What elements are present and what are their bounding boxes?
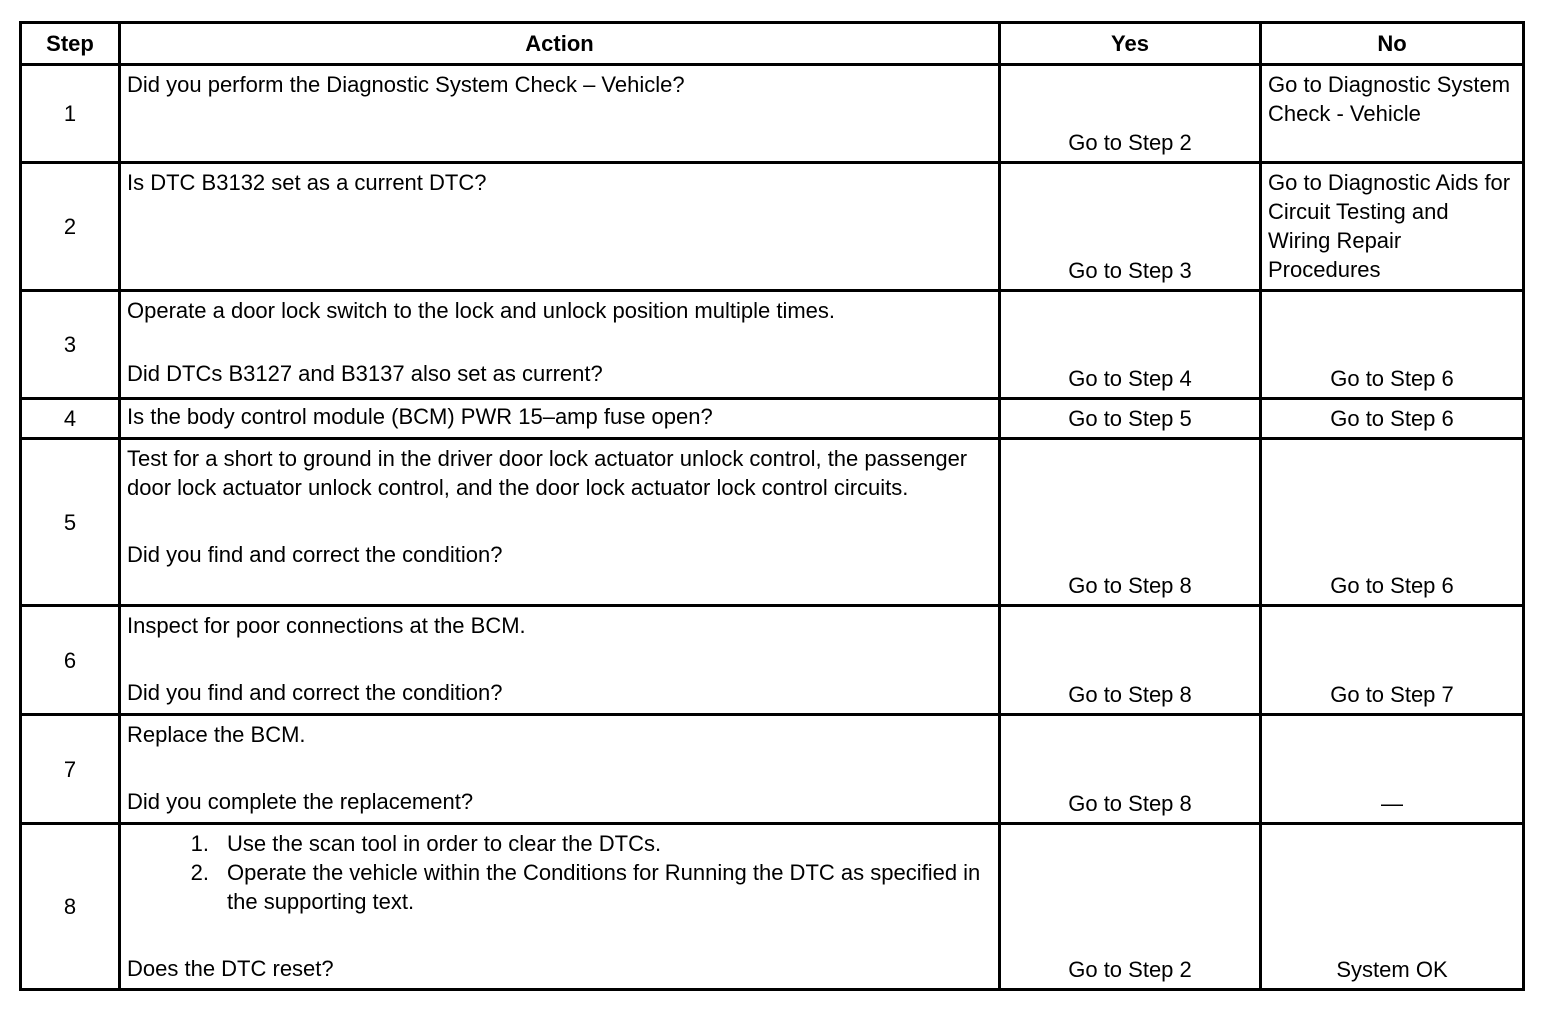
- action-cell: [120, 65, 1000, 163]
- table-row: [21, 606, 1524, 715]
- action-text: Is the body control module (BCM) PWR 15–amp fuse open?: [127, 404, 713, 429]
- no-cell: Go to Step 6: [1261, 439, 1524, 606]
- action-text: Inspect for poor connections at the BCM.: [127, 613, 526, 638]
- action-text: Is DTC B3132 set as a current DTC?: [127, 170, 487, 195]
- action-text: Operate a door lock switch to the lock and unlock position multiple times.: [127, 298, 836, 323]
- action-text: Did you perform the Diagnostic System Check – Vehicle?: [127, 72, 685, 97]
- no-cell: Go to Step 6: [1261, 291, 1524, 399]
- table-row: [21, 399, 1524, 439]
- list-text: Operate the vehicle within the Conditions for Running the DTC as specified in the supporting text.: [227, 860, 981, 914]
- yes-cell: Go to Step 2: [1000, 824, 1261, 990]
- step-number: 5: [21, 439, 120, 606]
- list-item: [127, 829, 992, 858]
- yes-cell: Go to Step 8: [1000, 439, 1261, 606]
- action-cell: [120, 824, 1000, 990]
- header-yes: Yes: [1000, 23, 1261, 65]
- table-row: [21, 163, 1524, 291]
- action-question: Did you find and correct the condition?: [127, 542, 503, 567]
- step-number: 3: [21, 291, 120, 399]
- action-cell: [120, 715, 1000, 824]
- list-text: Use the scan tool in order to clear the DTCs.: [227, 831, 662, 856]
- no-cell: —: [1261, 715, 1524, 824]
- action-cell: [120, 291, 1000, 399]
- yes-cell: Go to Step 2: [1000, 65, 1261, 163]
- no-cell: System OK: [1261, 824, 1524, 990]
- no-cell: Go to Diagnostic Aids for Circuit Testing and Wiring Repair Procedures: [1261, 163, 1524, 291]
- action-cell: [120, 606, 1000, 715]
- list-item: [127, 858, 992, 916]
- no-cell: Go to Step 6: [1261, 399, 1524, 439]
- yes-cell: Go to Step 3: [1000, 163, 1261, 291]
- step-number: 1: [21, 65, 120, 163]
- step-number: 7: [21, 715, 120, 824]
- action-text: Replace the BCM.: [127, 722, 306, 747]
- action-cell: [120, 439, 1000, 606]
- step-number: 4: [21, 399, 120, 439]
- action-cell: [120, 399, 1000, 439]
- action-question: Did DTCs B3127 and B3137 also set as current?: [127, 361, 603, 386]
- list-number: 2.: [190, 860, 209, 885]
- header-step: Step: [21, 23, 120, 65]
- table-row: [21, 439, 1524, 606]
- no-cell: Go to Diagnostic System Check - Vehicle: [1261, 65, 1524, 163]
- action-question: Did you complete the replacement?: [127, 789, 474, 814]
- yes-cell: Go to Step 8: [1000, 715, 1261, 824]
- diagnostic-table: [19, 21, 1525, 991]
- action-question: Does the DTC reset?: [127, 956, 334, 981]
- table-row: [21, 291, 1524, 399]
- header-row: [21, 23, 1524, 65]
- procedure-list: [127, 829, 992, 916]
- step-number: 2: [21, 163, 120, 291]
- table-row: [21, 715, 1524, 824]
- action-text: Test for a short to ground in the driver door lock actuator unlock control, the passenger door lock actuator unlock control, and the door lock actuator lock control circuits.: [127, 446, 968, 500]
- table-row: [21, 824, 1524, 990]
- step-number: 8: [21, 824, 120, 990]
- yes-cell: Go to Step 8: [1000, 606, 1261, 715]
- yes-cell: Go to Step 5: [1000, 399, 1261, 439]
- no-cell: Go to Step 7: [1261, 606, 1524, 715]
- step-number: 6: [21, 606, 120, 715]
- action-cell: [120, 163, 1000, 291]
- list-number: 1.: [190, 831, 209, 856]
- table-row: [21, 65, 1524, 163]
- header-action: Action: [120, 23, 1000, 65]
- action-question: Did you find and correct the condition?: [127, 680, 503, 705]
- yes-cell: Go to Step 4: [1000, 291, 1261, 399]
- header-no: No: [1261, 23, 1524, 65]
